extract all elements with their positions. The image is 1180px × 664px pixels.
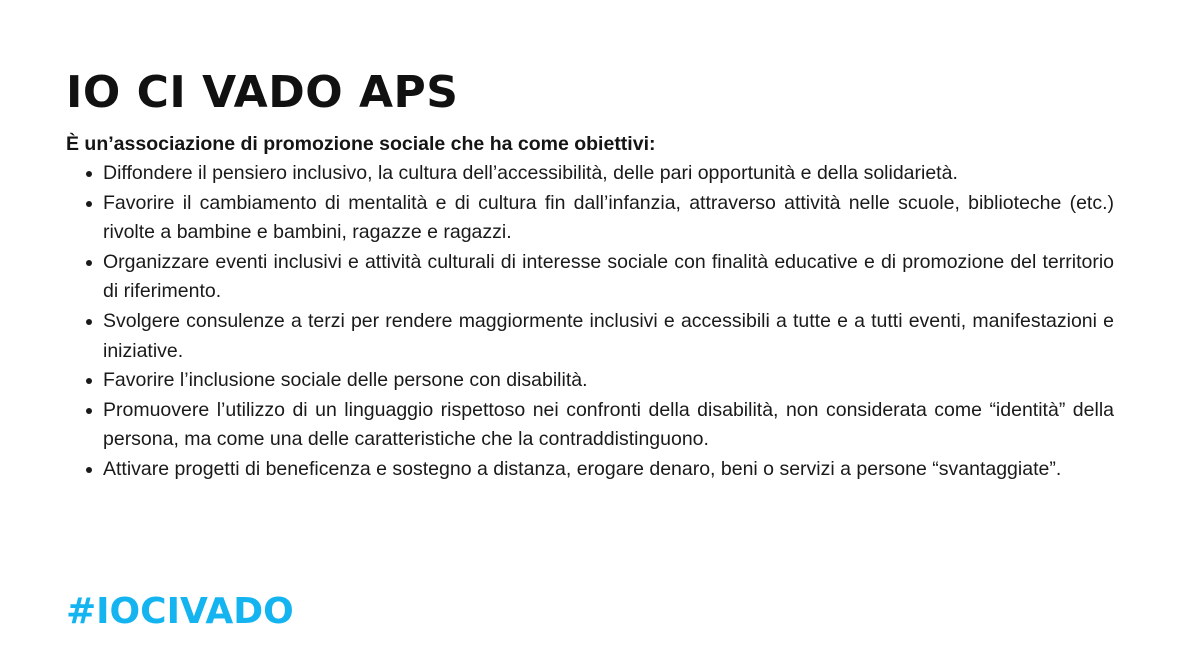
goals-list (66, 159, 1114, 485)
document-body (66, 62, 1114, 485)
list-item (66, 189, 1114, 248)
intro-text: È un’associazione di promozione sociale che ha come obiettivi: (66, 133, 656, 155)
bullet-icon (86, 408, 92, 414)
bullet-icon (86, 201, 92, 207)
goal-text: Organizzare eventi inclusivi e attività culturali di interesse sociale con finalità educative e di promozione del territorio di riferimento. (103, 250, 1114, 303)
bullet-icon (86, 260, 92, 266)
bullet-icon (86, 378, 92, 384)
goal-text: Promuovere l’utilizzo di un linguaggio rispettoso nei confronti della disabilità, non considerata come “identità” della persona, ma come una delle caratteristiche che la contraddistinguono. (103, 398, 1114, 451)
bullet-icon (86, 467, 92, 473)
page-title: IO CI VADO APS (66, 67, 459, 118)
list-item (66, 396, 1114, 455)
list-item (66, 248, 1114, 307)
goal-text: Favorire il cambiamento di mentalità e di cultura fin dall’infanzia, attraverso attività nelle scuole, biblioteche (etc.) rivolte a bambine e bambini, ragazze e ragazzi. (103, 191, 1114, 244)
list-item (66, 307, 1114, 366)
hashtag: #IOCIVADO (66, 591, 294, 632)
bullet-icon (86, 171, 92, 177)
goal-text: Svolgere consulenze a terzi per rendere maggiormente inclusivi e accessibili a tutte e a tutti eventi, manifestazioni e iniziative. (103, 309, 1114, 362)
goal-text: Favorire l’inclusione sociale delle persone con disabilità. (103, 369, 588, 392)
bullet-icon (86, 319, 92, 325)
list-item (66, 455, 1114, 485)
list-item (66, 366, 1114, 396)
goal-text: Attivare progetti di beneficenza e sostegno a distanza, erogare denaro, beni o servizi a persone “svantaggiate”. (103, 457, 1062, 480)
list-item (66, 159, 1114, 189)
goal-text: Diffondere il pensiero inclusivo, la cultura dell’accessibilità, delle pari opportunità e della solidarietà. (103, 162, 958, 184)
